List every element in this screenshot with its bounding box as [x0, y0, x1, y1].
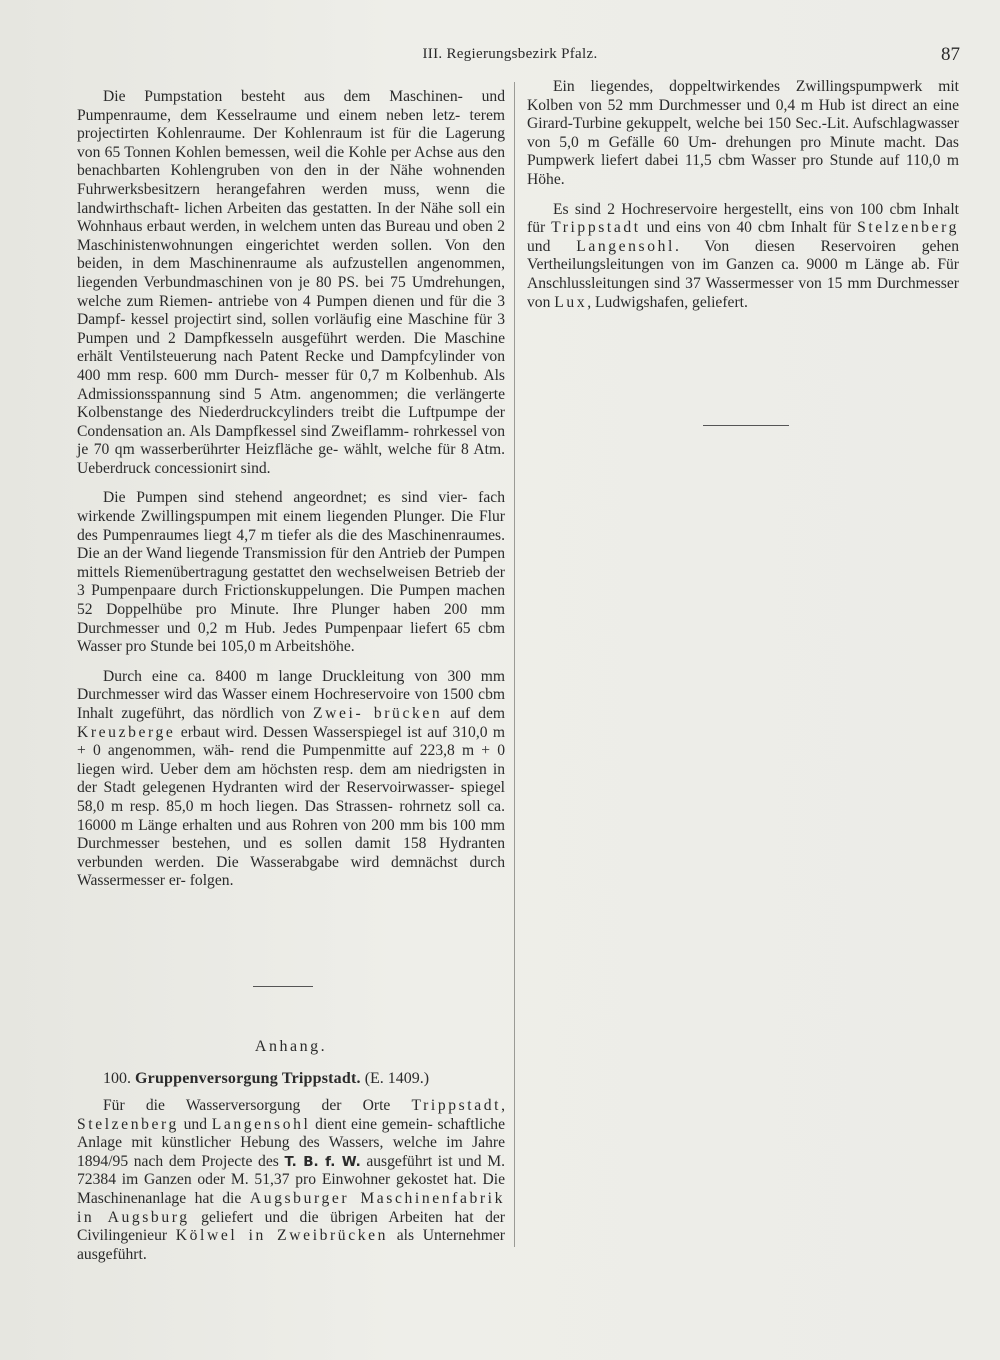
running-title: III. Regierungsbezirk Pfalz. [422, 46, 598, 62]
abbreviation-tbfw: T. B. f. W. [284, 1153, 361, 1170]
paragraph-pumpstation: Die Pumpstation besteht aus dem Maschinen- und Pumpenraume, dem Kesselraume und einem neben letz- terem projectirten Kohlenraume. Der Kohlenraum ist für die Lagerung von 65 Tonnen Kohlen bemessen, weil die Kohle per Achse aus den benachbarten Kohlengruben von den in der Nähe wohnenden Fuhrwerksbesitzern herangefahren werden muss, wenn die landwirthschaft- lichen Arbeiten das gestatten. In der Nähe soll ein Wohnhaus erbaut werden, in welchem unten das Bureau und oben 2 Maschinistenwohnungen eingerichtet werden sollen. Von den beiden, in dem Maschinenraume als aufzustellen angenommen, liegenden Verbundmaschinen von je 80 PS. bei 75 Umdrehungen, welche zum Riemen- antriebe von 4 Pumpen dienen und für die 3 Dampf- kessel projectirt sind, sollen vorläufig eine Maschine für 3 Pumpen und 2 Dampfkesseln ausgeführt werden. Die Maschine erhält Ventilsteuerung nach Patent Recke und Dampfcylinder von 400 mm resp. 600 mm Durch- messer für 0,7 m Kolbenhub. Als Admissionsspannung sind 5 Atm. angenommen; die verlängerte Kolbenstange des Niederdruckcylinders treibt die Luftpumpe der Condensation an. Als Dampfkessel sind Zweiflamm- rohrkessel von je 70 qm wasserberührter Heizfläche ge- wählt, welche für 8 Atm. Ueberdruck concessionirt sind. [77, 88, 505, 477]
section-reference: (E. 1409.) [364, 1070, 430, 1087]
appendix-heading: Anhang. [254, 1038, 328, 1055]
paragraph-hochreservoire: Es sind 2 Hochreservoire hergestellt, eins von 100 cbm Inhalt für Trippstadt und eins von 40 cbm Inhalt für Stelzenberg und Langensohl. Von diesen Reservoiren gehen Vertheilungsleitungen von im Ganzen ca. 9000 m Länge ab. Für Anschlussleitungen sind 37 Wassermesser von 15 mm Durchmesser von Lux, Ludwigshafen, geliefert. [527, 200, 959, 311]
right-column [527, 78, 959, 323]
paragraph-pumpen: Die Pumpen sind stehend angeordnet; es sind vier- fach wirkende Zwillingspumpen mit einem liegenden Plunger. Die Flur des Pumpenraumes liegt 4,7 m tiefer als die des Maschinenraumes. Die an der Wand liegende Transmission für den Antrieb der Pumpen mittels Riemenübertragung gestattet den wechselweisen Betrieb der 3 Pumpenpaare durch Frictionskuppelungen. Die Pumpen machen 52 Doppelhübe pro Minute. Ihre Plunger haben 200 mm Durchmesser und 0,2 m Hub. Jedes Pumpenpaar liefert 65 cbm Wasser pro Stunde bei 105,0 m Arbeitshöhe. [77, 489, 505, 656]
place-zweibruecken: Zwei- brücken [313, 705, 443, 722]
paragraph-trippstadt: Für die Wasserversorgung der Orte Trippstadt, Stelzenberg und Langensohl dient eine gemein- schaftliche Anlage mit künstlicher Hebung des Wassers, welche im Jahre 1894/95 nach dem Projecte des T. B. f. W. ausgeführt ist und M. 72384 im Ganzen oder M. 51,37 pro Einwohner gekostet hat. Die Maschinenanlage hat die Augsburger Maschinenfabrik in Augsburg geliefert und die übrigen Arbeiten hat der Civilingenieur Kölwel in Zweibrücken als Unternehmer ausgeführt. [77, 1097, 505, 1263]
paragraph-druckleitung: Durch eine ca. 8400 m lange Druckleitung von 300 mm Durchmesser wird das Wasser einem Hochreservoire von 1500 cbm Inhalt zugeführt, das nördlich von Zwei- brücken auf dem Kreuzberge erbaut wird. Dessen Wasserspiegel ist auf 310,0 m + 0 angenommen, wäh- rend die Pumpenmitte auf 223,8 m + 0 liegen wird. Ueber dem am höchsten resp. dem am niedrigsten in der Stadt gelegenen Hydranten wird der Reservoirwasser- spiegel 58,0 m resp. 85,0 m hoch liegen. Das Strassen- rohrnetz soll ca. 16000 m Länge erhalten und aus Rohren von 200 mm bis 100 mm Durchmesser bestehen, und es sollen damit 158 Hydranten verbunden werden. Die Wasserabgabe wird demnächst durch Wassermesser er- folgen. [77, 667, 505, 890]
page-number: 87 [941, 44, 960, 65]
section-number: 100. [103, 1070, 131, 1087]
section-name: Gruppenversorgung Trippstadt. [135, 1070, 361, 1087]
left-column [77, 88, 505, 902]
right-divider [703, 425, 789, 426]
appendix-column [77, 1097, 505, 1264]
place-kreuzberg: Kreuzberge [77, 723, 176, 741]
section-heading [103, 1070, 513, 1088]
paragraph-pumpwerk: Ein liegendes, doppeltwirkendes Zwillingspumpwerk mit Kolben von 52 mm Durchmesser und 0,4 m Hub ist direct an eine Girard-Turbine gekuppelt, welche bei 150 Sec.-Lit. Aufschlagwasser von 5,0 m Gefälle 60 Um- drehungen pro Minute macht. Das Pumpwerk liefert dabei 11,5 cbm Wasser pro Stunde auf 110,0 m Höhe. [527, 78, 959, 188]
section-divider [253, 986, 313, 987]
column-rule [514, 82, 515, 1247]
